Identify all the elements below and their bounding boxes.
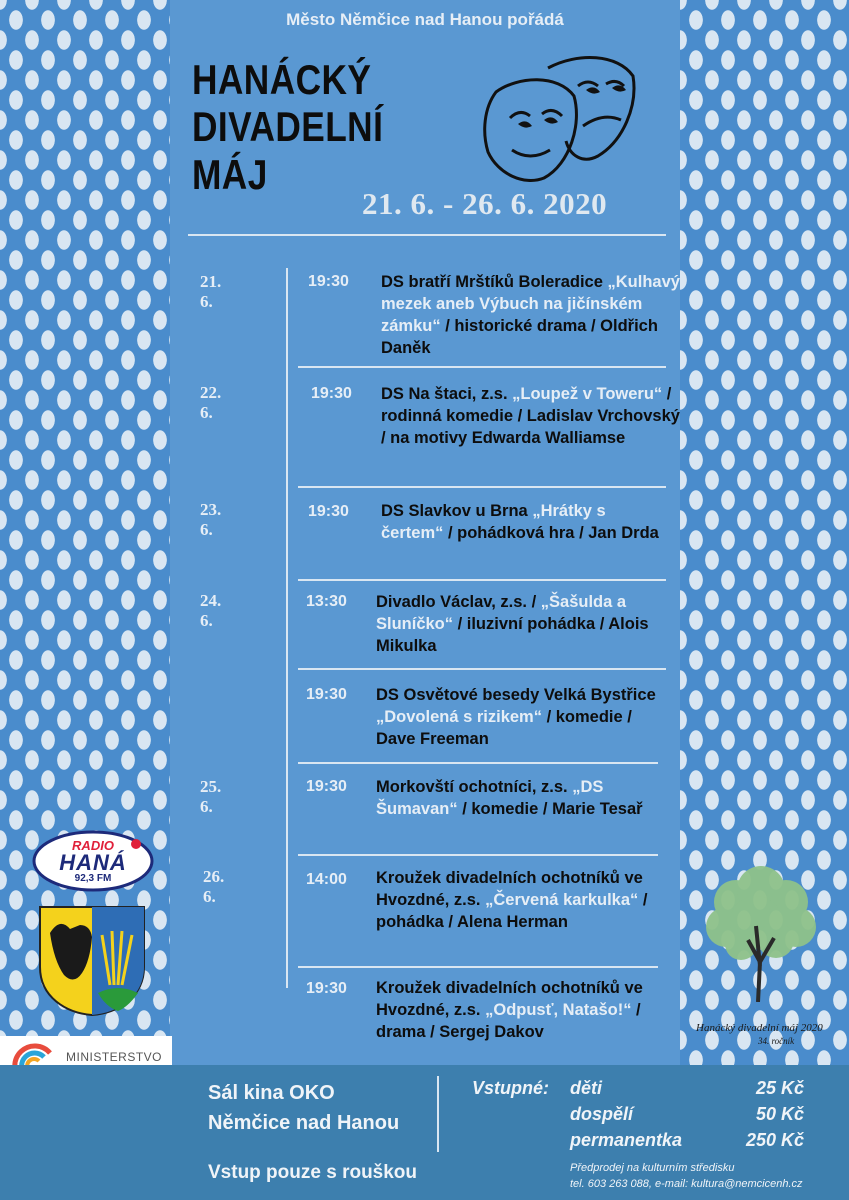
- title-divider: [188, 234, 666, 236]
- theatre-masks-icon: [478, 46, 640, 186]
- schedule-vertical-line: [286, 268, 288, 988]
- festival-title: HANÁCKÝ DIVADELNÍ MÁJ: [192, 56, 384, 198]
- radio-hana-logo: RADIO HANÁ 92,3 FM: [32, 830, 154, 892]
- presale-line-2: tel. 603 263 088, e-mail: kultura@nemcicenh.cz: [570, 1178, 803, 1190]
- presale-line-1: Předprodej na kulturním středisku: [570, 1162, 735, 1174]
- tree-edition: 34. ročník: [758, 1036, 795, 1046]
- admission-label: Vstupné:: [472, 1078, 550, 1098]
- entry-divider: [298, 854, 658, 856]
- venue-line-2: Němčice nad Hanou: [208, 1112, 400, 1134]
- organizer-line: Město Němčice nad Hanou pořádá: [286, 10, 564, 29]
- entry-divider: [298, 966, 658, 968]
- price-value-children: 25 Kč: [755, 1078, 804, 1098]
- entry-divider: [298, 366, 666, 368]
- footer-divider: [437, 1076, 439, 1152]
- entry-divider: [298, 668, 666, 670]
- tree-caption: Hanácký divadelní máj 2020: [696, 1022, 823, 1034]
- price-label-adults: dospělí: [570, 1104, 634, 1124]
- price-label-pass: permanentka: [570, 1130, 683, 1150]
- entry-divider: [298, 579, 666, 581]
- entry-divider: [298, 486, 666, 488]
- price-value-adults: 50 Kč: [755, 1104, 804, 1124]
- festival-dates: 21. 6. - 26. 6. 2020: [362, 186, 608, 221]
- ministry-of-culture-logo: MINISTERSTVO: [0, 1036, 172, 1096]
- coat-of-arms-icon: [38, 905, 146, 1017]
- mask-note: Vstup pouze s rouškou: [208, 1162, 418, 1183]
- price-value-pass: 250 Kč: [745, 1130, 804, 1150]
- festival-tree-icon: [696, 862, 826, 1002]
- price-label-children: děti: [570, 1078, 603, 1098]
- venue-line-1: Sál kina OKO: [208, 1082, 335, 1104]
- entry-divider: [298, 762, 658, 764]
